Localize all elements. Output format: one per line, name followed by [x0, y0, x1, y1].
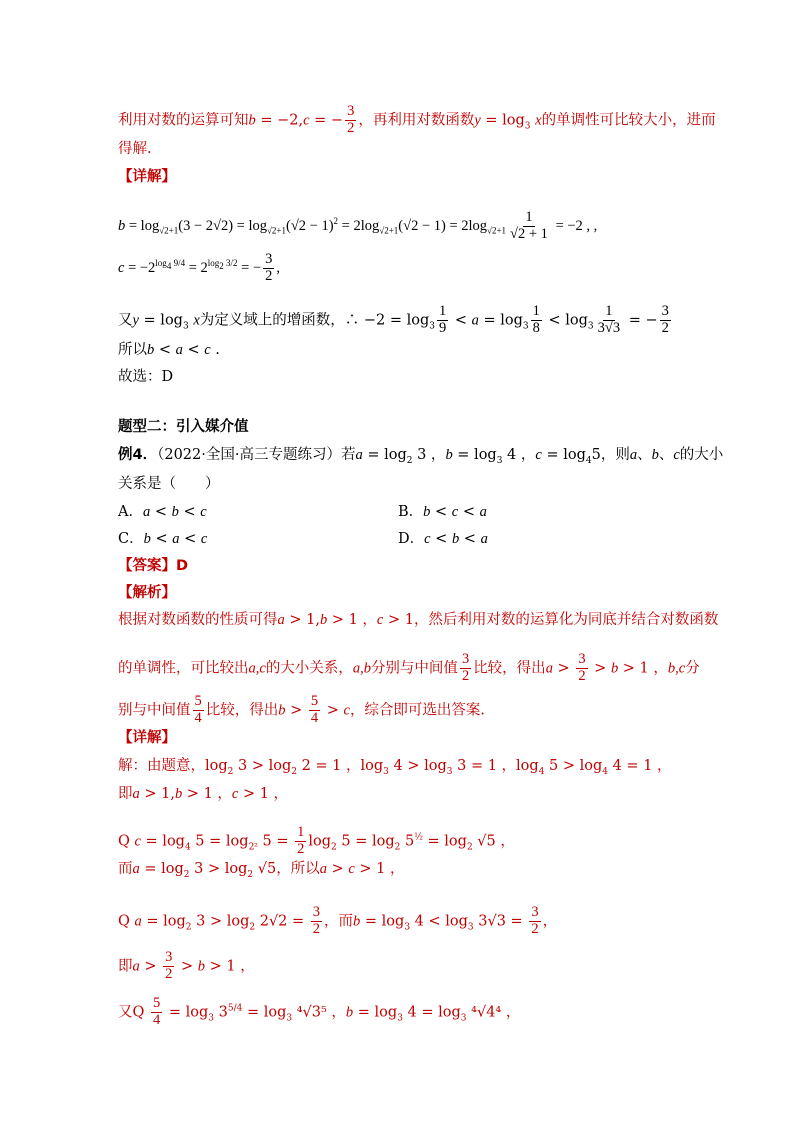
hint-line-1: 利用对数的运算可知b = −2,c = − $\frac{3}{2}$ ，再利用对数函数$y = \log_3 x$的单调性可比较大小，进而	[118, 103, 716, 136]
detail2-line-3: Q $c = \log_4 5 = \log_{2^2} 5$ = $\frac{1}{2}$ $\log_2 5 = \log_2 5^{\frac{1}{2}} = \log_2 √5$ ，	[118, 824, 515, 857]
detail2-line-7: 又Q $\frac{5}{4}$ = $\log_3 3^{5/4} = \log_3 ^4√3^5$ ，$b = \log_3 4 = \log_3 ^4√4^4$ ，	[118, 995, 521, 1028]
option-c: C．b < a < c	[118, 531, 208, 547]
option-d: D．c < b < a	[398, 531, 488, 547]
equation-increasing: 又$y = \log_3 x$为定义域上的增函数，∴ $-2 = \log_3$ $\frac{1}{9}$ < $a = \log_3$ $\frac{1}{8}$ < $\log_3$ $\frac{1}{3√3}$ = − $\frac{3}{2}$	[118, 303, 669, 336]
option-b: B．b < c < a	[398, 504, 487, 520]
answer-label: 【答案】D	[118, 558, 189, 574]
equation-b: $b = \log_{√2+1}(3 - 2√2) = \log_{√2+1}(√2 - 1)^2 = 2\log_{√2+1}(√2 - 1) = 2\log_{√2+1}$ $\frac{1}{√2 + 1}$ = −2 , ,	[118, 209, 598, 242]
hint-text: 利用对数的运算可知	[118, 112, 249, 129]
analysis-label: 【解析】	[118, 585, 176, 601]
hint-line-2: 得解.	[118, 141, 152, 157]
detail2-line-5: Q $a = \log_2 3 > \log_2 2√2$ = $\frac{3}{2}$ ，而$b = \log_3 4 < \log_3 3√3$ = $\frac{3}{2}$ ，	[118, 904, 558, 937]
detail2-line-4: 而$a = \log_2 3 > \log_2 √5$，所以a > c > 1 ，	[118, 861, 405, 880]
conclusion: 所以b < a < c .	[118, 342, 220, 358]
equation-c: $c = -2^{log_4 9/4} = 2^{log_2 3/2}$ = − $\frac{3}{2}$ ,	[118, 251, 281, 284]
detail-label: 【详解】	[118, 169, 176, 185]
choice-text: 故选：D	[118, 369, 174, 385]
detail2-line-1: 解：由题意，$\log_2 3 > \log_2 2 = 1$ ，$\log_3 4 > \log_3 3 = 1$ ，$\log_4 5 > \log_4 4 = 1$ ，	[118, 758, 672, 777]
analysis-line-3: 别与中间值 $\frac{5}{4}$ 比较，得出b > $\frac{5}{4}$ > c，综合即可选出答案.	[118, 693, 486, 726]
hint-text: ，再利用对数函数	[358, 112, 475, 129]
analysis-line-1: 根据对数函数的性质可得a > 1,b > 1 ，c > 1，然后利用对数的运算化为同底并结合对数函数	[118, 612, 719, 628]
example-4: 例4．（2022·全国·高三专题练习）若$a = \log_2 3$ ，$b = \log_3 4$ ，$c = \log_45$，则a、b、c的大小	[118, 447, 724, 466]
detail-label-2: 【详解】	[118, 730, 176, 746]
analysis-line-2: 的单调性，可比较出a,c的大小关系，a,b分别与中间值 $\frac{3}{2}$ 比较，得出a > $\frac{3}{2}$ > b > 1 ，b,c分	[118, 651, 700, 684]
detail2-line-2: 即a > 1,b > 1 ，c > 1 ，	[118, 786, 289, 802]
option-a: A．a < b < c	[118, 504, 207, 520]
hint-text: 的单调性可比较大小，进而	[541, 112, 716, 129]
example-4-line2: 关系是（ ）	[118, 476, 220, 492]
detail2-line-6: 即a > $\frac{3}{2}$ > b > 1 ，	[118, 949, 255, 982]
section-title: 题型二：引入媒介值	[118, 419, 249, 435]
